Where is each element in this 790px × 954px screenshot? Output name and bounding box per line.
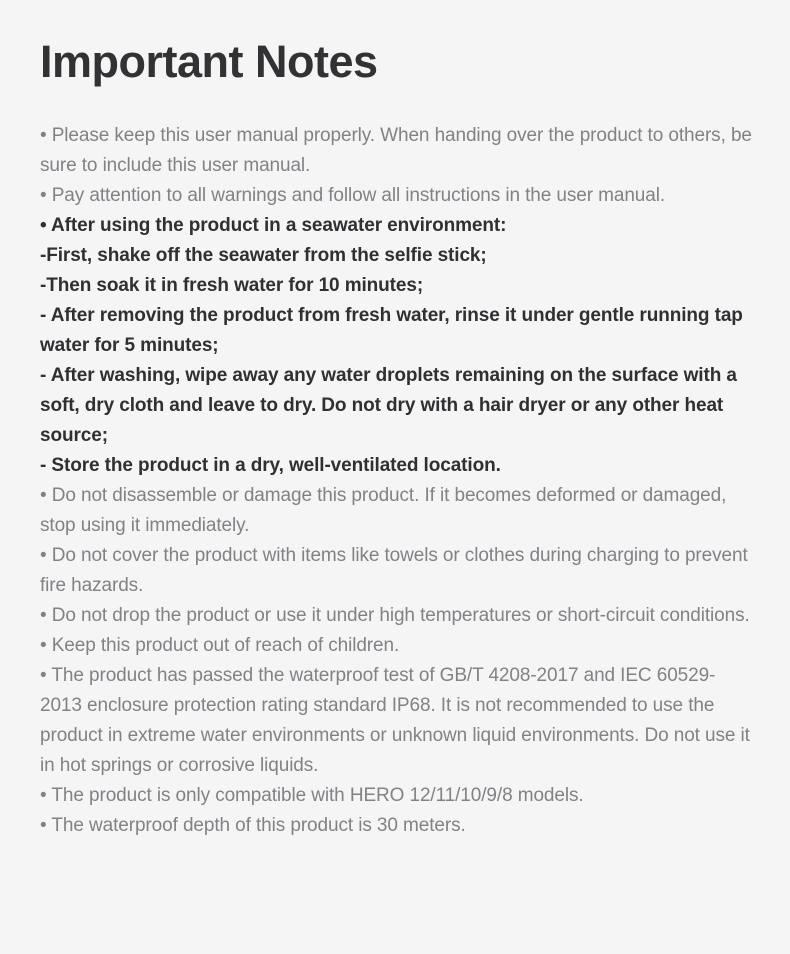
note-item: • Keep this product out of reach of children. [40, 635, 400, 656]
note-item: • The product is only compatible with HERO 12/11/10/9/8 models. [40, 785, 584, 806]
note-item: • Pay attention to all warnings and follow all instructions in the user manual. [40, 185, 666, 206]
note-item: • The product has passed the waterproof test of GB/T 4208-2017 and IEC 60529-2013 enclosure protection rating standard IP68. It is not recommended to use the product in extreme water environments or unknown liquid environments. Do not use it in hot springs or corrosive liquids. [40, 665, 750, 776]
note-item: • After using the product in a seawater environment: [40, 215, 507, 236]
note-item: -First, shake off the seawater from the selfie stick; [40, 245, 487, 266]
note-item: • Please keep this user manual properly. When handing over the product to others, be sure to include this user manual. [40, 125, 752, 176]
note-item: • Do not disassemble or damage this product. If it becomes deformed or damaged, stop using it immediately. [40, 485, 727, 536]
notes-list [40, 121, 752, 841]
note-item: • Do not drop the product or use it under high temperatures or short-circuit conditions. [40, 605, 750, 626]
note-item: - Store the product in a dry, well-ventilated location. [40, 455, 501, 476]
note-item: • The waterproof depth of this product is 30 meters. [40, 815, 466, 836]
note-item: - After removing the product from fresh water, rinse it under gentle running tap water for 5 minutes; [40, 305, 743, 356]
page-title: Important Notes [40, 36, 378, 87]
note-item: -Then soak it in fresh water for 10 minutes; [40, 275, 424, 296]
note-item: - After washing, wipe away any water droplets remaining on the surface with a soft, dry cloth and leave to dry. Do not dry with a hair dryer or any other heat source; [40, 365, 737, 446]
note-item: • Do not cover the product with items like towels or clothes during charging to prevent fire hazards. [40, 545, 748, 596]
